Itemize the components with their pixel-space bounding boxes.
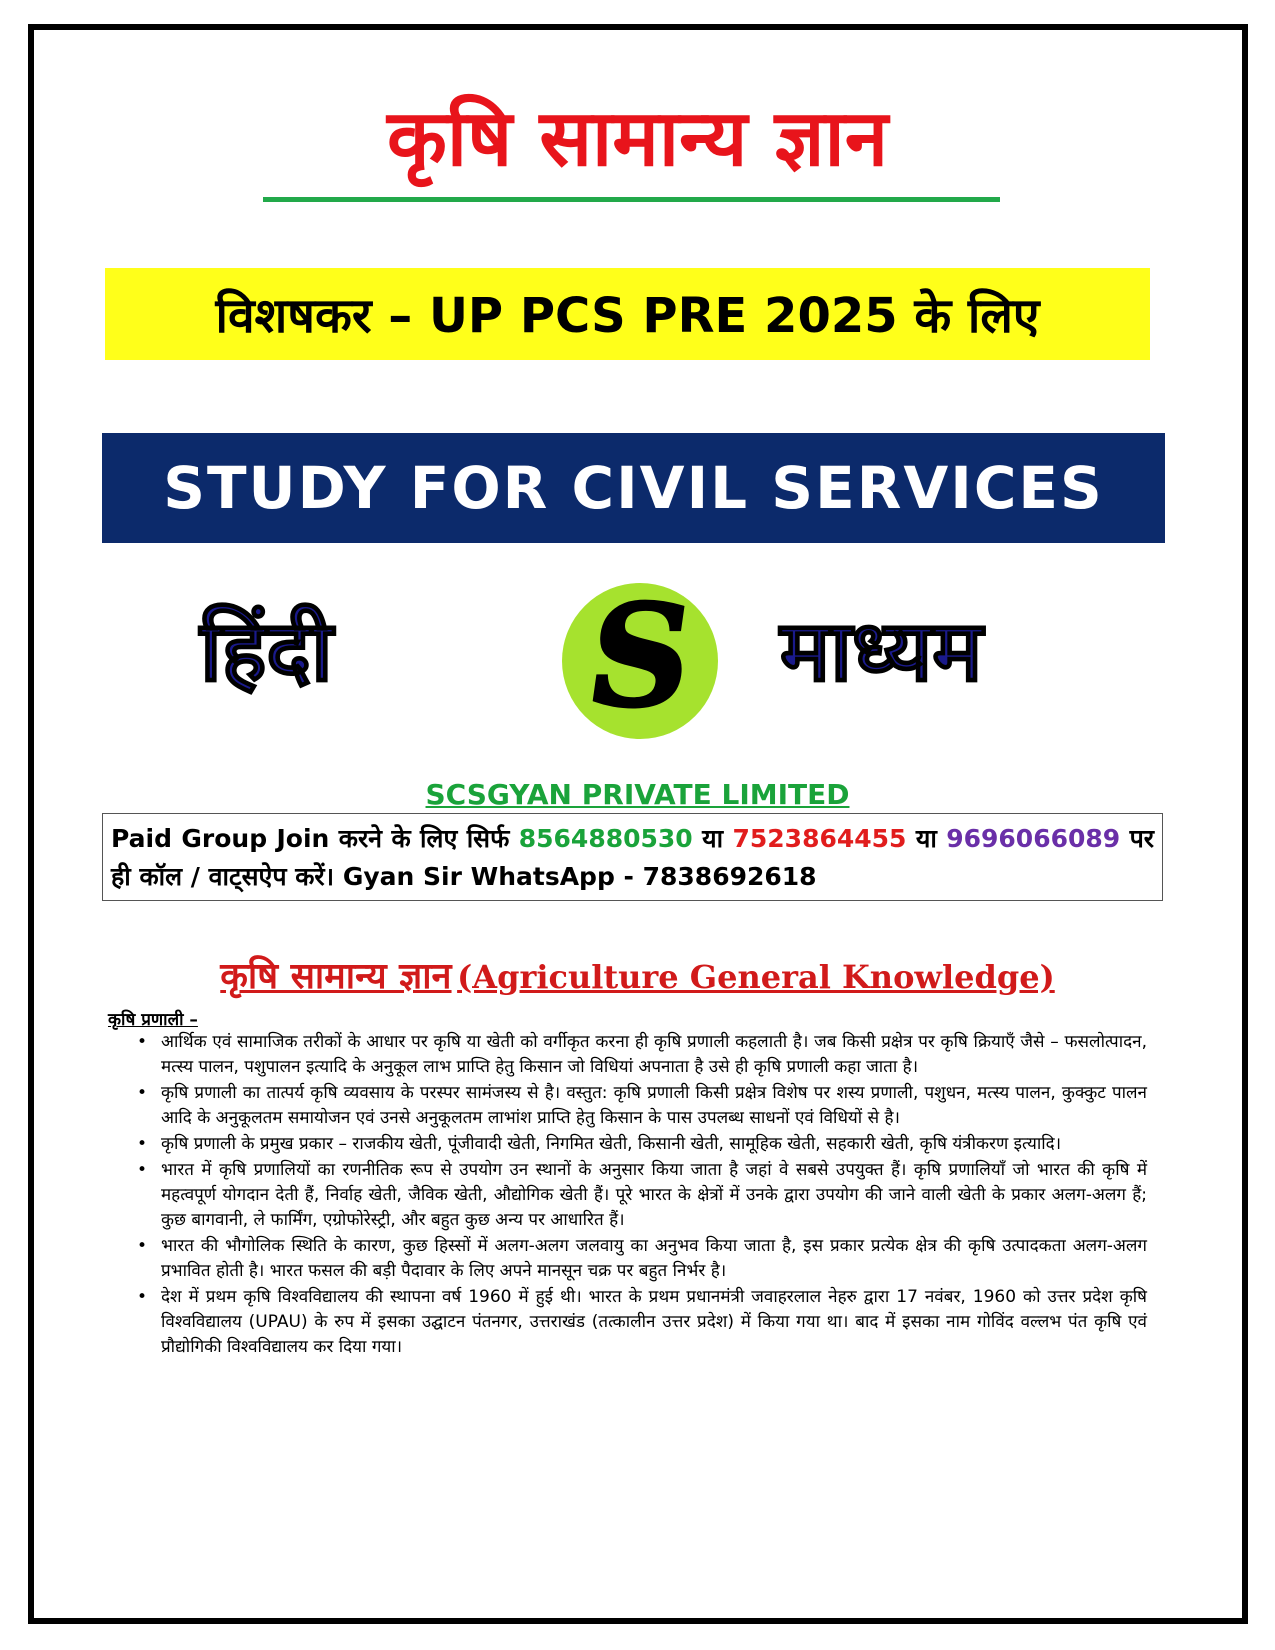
contact-or-2: या bbox=[906, 824, 947, 853]
phone-number-1[interactable]: 8564880530 bbox=[518, 824, 693, 853]
list-item bbox=[137, 1158, 1147, 1233]
sub-heading: कृषि प्रणाली – bbox=[108, 1010, 198, 1030]
hindi-word: हिंदी bbox=[200, 602, 333, 700]
bullet-text: देश में प्रथम कृषि विश्वविद्यालय की स्थापना वर्ष 1960 में हुई थी। भारत के प्रथम प्रधानमंत्री जवाहरलाल नेहरु द्वारा 17 नवंबर, 1960 को उत्तर प्रदेश कृषि विश्वविद्यालय (UPAU) के रुप में इसका उद्घाटन पंतनगर, उत्तराखंड (तत्कालीन उत्तर प्रदेश) में किया गया था। बाद में इसका नाम गोविंद वल्लभ पंत कृषि एवं प्रौद्योगिकी विश्वविद्यालय कर दिया गया। bbox=[161, 1287, 1147, 1357]
scsgyan-logo bbox=[562, 575, 718, 739]
contact-prefix: Paid Group Join करने के लिए सिर्फ bbox=[111, 824, 519, 853]
bullet-dot: • bbox=[137, 1134, 148, 1154]
bullet-dot: • bbox=[137, 1287, 148, 1307]
bullet-dot: • bbox=[137, 1032, 148, 1052]
bullet-dot: • bbox=[137, 1160, 148, 1180]
list-item bbox=[137, 1234, 1147, 1284]
title-underline bbox=[263, 197, 1000, 202]
list-item bbox=[137, 1081, 1147, 1131]
bullet-text: भारत में कृषि प्रणालियों का रणनीतिक रूप से उपयोग उन स्थानों के अनुसार किया जाता है जहां वे सबसे उपयुक्त हैं। कृषि प्रणालियाँ जो भारत की कृषि में महत्वपूर्ण योगदान देती हैं, निर्वाह खेती, जैविक खेती, औद्योगिक खेती हैं। पूरे भारत के क्षेत्रों में उनके द्वारा उपयोग की जाने वाली खेती के प्रकार अलग-अलग हैं; कुछ बागवानी, ले फार्मिंग, एग्रोफोरेस्ट्री, और बहुत कुछ अन्य पर आधारित हैं। bbox=[161, 1160, 1147, 1230]
medium-word: माध्यम bbox=[780, 602, 983, 700]
phone-number-2[interactable]: 7523864455 bbox=[732, 824, 907, 853]
bullet-text: कृषि प्रणाली का तात्पर्य कृषि व्यवसाय के परस्पर सामंजस्य से है। वस्तुत: कृषि प्रणाली किसी प्रक्षेत्र विशेष पर शस्य प्रणाली, पशुधन, मत्स्य पालन, कुक्कुट पालन आदि के अनुकूलतम समायोजन एवं उनसे अनुकूलतम लाभांश प्राप्ति हेतु किसान के पास उपलब्ध साधनों एवं विधियों से है। bbox=[161, 1083, 1147, 1128]
bullet-text: भारत की भौगोलिक स्थिति के कारण, कुछ हिस्सों में अलग-अलग जलवायु का अनुभव किया जाता है, इस प्रकार प्रत्येक क्षेत्र की कृषि उत्पादकता अलग-अलग प्रभावित होती है। भारत फसल की बड़ी पैदावार के लिए अपने मानसून चक्र पर बहुत निर्भर है। bbox=[161, 1236, 1147, 1281]
contact-box bbox=[102, 813, 1163, 901]
list-item bbox=[137, 1030, 1147, 1080]
bullet-text: आर्थिक एवं सामाजिक तरीकों के आधार पर कृषि या खेती को वर्गीकृत करना ही कृषि प्रणाली कहलाती है। जब किसी प्रक्षेत्र पर कृषि क्रियाएँ जैसे – फसलोत्पादन, मत्स्य पालन, पशुपालन इत्यादि के अनुकूल लाभ प्राप्ति हेतु किसान जो विधियां अपनाता है उसे ही कृषि प्रणाली कहा जाता है। bbox=[161, 1032, 1147, 1077]
contact-suffix: पर ही कॉल / वाट्सऐप करें। Gyan Sir WhatsApp - 7838692618 bbox=[111, 824, 1154, 891]
contact-or-1: या bbox=[692, 824, 733, 853]
company-name: SCSGYAN PRIVATE LIMITED bbox=[425, 778, 850, 811]
phone-number-3[interactable]: 9696066089 bbox=[946, 824, 1121, 853]
section-heading bbox=[0, 950, 1275, 999]
banner-text: STUDY FOR CIVIL SERVICES bbox=[163, 454, 1104, 522]
list-item bbox=[137, 1132, 1147, 1157]
bullet-list bbox=[137, 1030, 1147, 1361]
study-banner bbox=[102, 433, 1165, 543]
bullet-dot: • bbox=[137, 1083, 148, 1103]
section-title-hindi: कृषि सामान्य ज्ञान bbox=[220, 956, 452, 997]
bullet-dot: • bbox=[137, 1236, 148, 1256]
list-item bbox=[137, 1285, 1147, 1360]
bullet-text: कृषि प्रणाली के प्रमुख प्रकार – राजकीय खेती, पूंजीवादी खेती, निगमित खेती, किसानी खेती, सामूहिक खेती, सहकारी खेती, कृषि यंत्रीकरण इत्यादि। bbox=[161, 1134, 1062, 1154]
logo-letter: S bbox=[578, 575, 703, 739]
exam-subtitle-box bbox=[105, 268, 1150, 360]
exam-subtitle: विशषकर – UP PCS PRE 2025 के लिए bbox=[215, 287, 1040, 344]
section-title-english: (Agriculture General Knowledge) bbox=[457, 958, 1055, 996]
page-title: कृषि सामान्य ज्ञान bbox=[386, 94, 889, 184]
